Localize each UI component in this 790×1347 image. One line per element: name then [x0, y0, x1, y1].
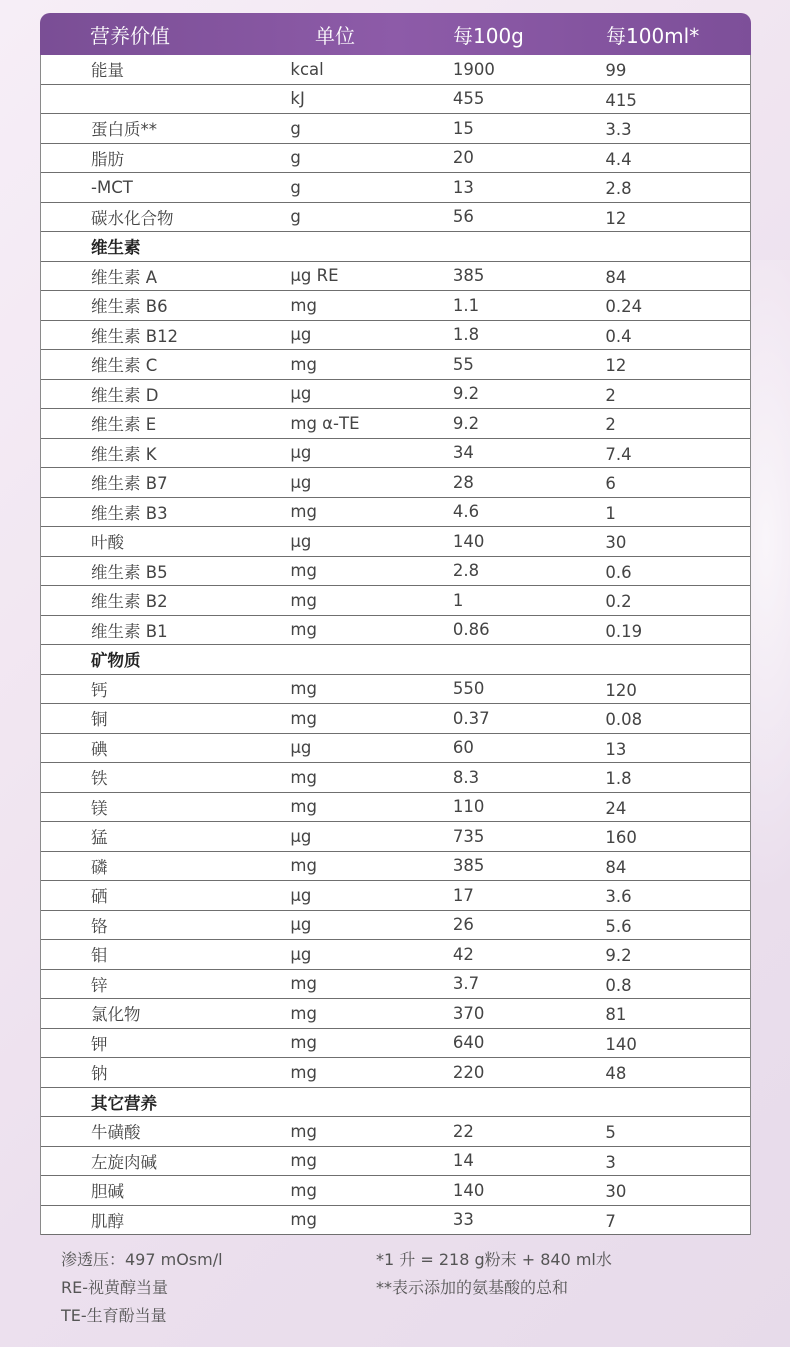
- cell-per100ml: [605, 245, 750, 248]
- cell-per100ml: 9.2: [605, 946, 632, 966]
- cell-nutrient: 维生素 B3: [91, 503, 168, 523]
- cell-unit: mg: [290, 856, 317, 876]
- note-mix: *1 升 = 218 g粉末 + 840 ml水: [376, 1250, 612, 1269]
- table-row: [41, 940, 750, 970]
- cell-unit: mg: [290, 354, 317, 374]
- cell-per100g: 1.8: [452, 325, 480, 345]
- cell-per100g: 385: [452, 856, 485, 876]
- table-row: [41, 675, 750, 705]
- table-row: [41, 498, 750, 528]
- cell-per100g: 60: [452, 738, 474, 758]
- cell-per100ml: 7.4: [605, 444, 632, 464]
- cell-per100g: 220: [452, 1062, 485, 1082]
- section-row: [41, 1088, 750, 1118]
- cell-per100ml: 0.8: [605, 975, 632, 995]
- cell-nutrient: 钼: [91, 946, 108, 966]
- cell-unit: µg: [290, 384, 312, 404]
- cell-unit: mg: [290, 1121, 317, 1141]
- cell-per100g: 1900: [452, 59, 495, 79]
- cell-per100ml: [605, 658, 750, 661]
- cell-nutrient: 碳水化合物: [91, 208, 174, 228]
- cell-nutrient: 矿物质: [91, 651, 141, 671]
- cell-nutrient: 脂肪: [91, 149, 124, 169]
- cell-per100g: 34: [452, 443, 474, 463]
- cell-unit: µg: [290, 531, 312, 551]
- cell-nutrient: 蛋白质**: [91, 120, 157, 140]
- cell-per100g: 0.37: [452, 708, 490, 728]
- cell-nutrient: 锌: [91, 975, 108, 995]
- cell-unit: µg: [290, 738, 312, 758]
- cell-unit: g: [290, 118, 301, 138]
- cell-unit: µg: [290, 472, 312, 492]
- cell-unit: mg: [290, 1210, 317, 1230]
- cell-per100g: 0.86: [452, 620, 490, 640]
- cell-per100g: 3.7: [452, 974, 480, 994]
- table-row: [41, 734, 750, 764]
- cell-nutrient: 钙: [91, 680, 108, 700]
- cell-unit: mg: [290, 295, 317, 315]
- cell-nutrient: 其它营养: [91, 1093, 157, 1113]
- cell-nutrient: 猛: [91, 828, 108, 848]
- cell-per100g: 9.2: [452, 413, 480, 433]
- cell-unit: µg: [290, 325, 312, 345]
- nutrition-table: [40, 13, 751, 1235]
- cell-per100ml: 13: [605, 739, 627, 759]
- cell-unit: mg: [290, 1003, 317, 1023]
- cell-unit: mg: [290, 679, 317, 699]
- cell-per100ml: 12: [605, 208, 627, 228]
- cell-unit: g: [290, 207, 301, 227]
- cell-unit: mg: [290, 767, 317, 787]
- cell-nutrient: 维生素 E: [91, 415, 157, 435]
- cell-per100g: 140: [452, 531, 485, 551]
- section-row: [41, 645, 750, 675]
- cell-per100ml: 3: [605, 1152, 616, 1172]
- cell-nutrient: 维生素 B1: [91, 621, 168, 641]
- cell-nutrient: 维生素 B7: [91, 474, 168, 494]
- table-row: [41, 173, 750, 203]
- note-osmolality: 渗透压：497 mOsm/l: [61, 1250, 223, 1269]
- cell-nutrient: 维生素 B2: [91, 592, 168, 612]
- cell-nutrient: 碘: [91, 739, 108, 759]
- cell-per100g: 455: [452, 89, 485, 109]
- table-header: [40, 13, 751, 55]
- cell-unit: µg: [290, 885, 312, 905]
- note-amino: **表示添加的氨基酸的总和: [376, 1278, 569, 1297]
- cell-nutrient: 磷: [91, 857, 108, 877]
- cell-nutrient: 铬: [91, 916, 108, 936]
- cell-unit: mg: [290, 1151, 317, 1171]
- table-row: [41, 321, 750, 351]
- cell-nutrient: 能量: [91, 61, 124, 81]
- cell-nutrient: -MCT: [91, 177, 133, 197]
- cell-per100ml: 5: [605, 1123, 616, 1143]
- table-row: [41, 85, 750, 115]
- footnotes-left: [61, 1246, 223, 1330]
- cell-nutrient: 叶酸: [91, 533, 124, 553]
- cell-nutrient: 维生素 B5: [91, 562, 168, 582]
- table-row: [41, 999, 750, 1029]
- cell-unit: µg: [290, 915, 312, 935]
- note-re: RE-视黄醇当量: [61, 1278, 169, 1297]
- cell-nutrient: 肌醇: [91, 1211, 124, 1231]
- cell-per100ml: 7: [605, 1211, 616, 1231]
- table-row: [41, 262, 750, 292]
- cell-per100g: 28: [452, 472, 474, 492]
- table-row: [41, 704, 750, 734]
- cell-nutrient: 钠: [91, 1064, 108, 1084]
- cell-per100ml: 1.8: [605, 769, 632, 789]
- cell-per100ml: 4.4: [605, 149, 632, 169]
- cell-per100ml: 6: [605, 474, 616, 494]
- table-row: [41, 911, 750, 941]
- table-row: [41, 350, 750, 380]
- cell-per100g: 17: [452, 885, 474, 905]
- cell-per100g: 640: [452, 1033, 485, 1053]
- cell-unit: mg: [290, 974, 317, 994]
- table-row: [41, 822, 750, 852]
- table-row: [41, 291, 750, 321]
- header-unit: 单位: [315, 23, 355, 48]
- cell-per100g: 735: [452, 826, 485, 846]
- cell-per100g: 26: [452, 915, 474, 935]
- cell-per100ml: 160: [605, 828, 637, 848]
- cell-nutrient: 维生素 C: [91, 356, 158, 376]
- cell-per100g: 550: [452, 679, 485, 699]
- cell-nutrient: 钾: [91, 1034, 108, 1054]
- cell-nutrient: 维生素 B6: [91, 297, 168, 317]
- table-row: [41, 144, 750, 174]
- cell-per100g: 9.2: [452, 384, 480, 404]
- cell-per100ml: 30: [605, 533, 627, 553]
- cell-per100ml: 120: [605, 680, 637, 700]
- cell-unit: mg α-TE: [290, 413, 360, 433]
- cell-per100g: 4.6: [452, 502, 480, 522]
- cell-per100ml: 3.3: [605, 120, 632, 140]
- cell-unit: kJ: [290, 89, 305, 109]
- table-row: [41, 203, 750, 233]
- table-row: [41, 616, 750, 646]
- cell-per100ml: [605, 1100, 750, 1103]
- table-row: [41, 1147, 750, 1177]
- table-row: [41, 1058, 750, 1088]
- table-row: [41, 55, 750, 85]
- table-body: [40, 55, 751, 1235]
- cell-unit: mg: [290, 708, 317, 728]
- table-row: [41, 1117, 750, 1147]
- table-row: [41, 793, 750, 823]
- cell-nutrient: 镁: [91, 798, 108, 818]
- cell-nutrient: 硒: [91, 887, 108, 907]
- cell-per100ml: 84: [605, 267, 627, 287]
- header-per100ml: 每100ml*: [606, 23, 700, 48]
- cell-unit: mg: [290, 1180, 317, 1200]
- cell-per100ml: 140: [605, 1034, 637, 1054]
- cell-per100ml: 5.6: [605, 916, 632, 936]
- cell-per100g: 42: [452, 944, 474, 964]
- cell-unit: mg: [290, 502, 317, 522]
- table-row: [41, 763, 750, 793]
- note-te: TE-生育酚当量: [61, 1306, 167, 1325]
- cell-per100ml: 415: [605, 90, 637, 110]
- table-row: [41, 439, 750, 469]
- cell-unit: kcal: [290, 59, 324, 79]
- table-row: [41, 970, 750, 1000]
- cell-per100ml: 0.19: [605, 621, 643, 641]
- cell-per100ml: 2: [605, 385, 616, 405]
- cell-per100g: 56: [452, 207, 474, 227]
- cell-per100g: 140: [452, 1180, 485, 1200]
- cell-per100ml: 2: [605, 415, 616, 435]
- cell-per100ml: 0.24: [605, 297, 643, 317]
- cell-per100ml: 2.8: [605, 179, 632, 199]
- cell-nutrient: 氯化物: [91, 1005, 141, 1025]
- cell-per100g: 385: [452, 266, 485, 286]
- cell-per100ml: 0.08: [605, 710, 643, 730]
- cell-per100g: 55: [452, 354, 474, 374]
- cell-unit: mg: [290, 1062, 317, 1082]
- table-row: [41, 1176, 750, 1206]
- cell-nutrient: 维生素 A: [91, 267, 158, 287]
- table-row: [41, 881, 750, 911]
- cell-per100ml: 30: [605, 1182, 627, 1202]
- cell-per100ml: 0.4: [605, 326, 632, 346]
- cell-per100g: 2.8: [452, 561, 480, 581]
- cell-nutrient: 左旋肉碱: [91, 1152, 157, 1172]
- cell-unit: mg: [290, 620, 317, 640]
- cell-nutrient: 胆碱: [91, 1182, 124, 1202]
- table-row: [41, 1206, 750, 1236]
- table-row: [41, 114, 750, 144]
- cell-unit: µg: [290, 944, 312, 964]
- cell-per100ml: 81: [605, 1005, 627, 1025]
- cell-per100ml: 12: [605, 356, 627, 376]
- table-row: [41, 380, 750, 410]
- cell-unit: mg: [290, 797, 317, 817]
- table-row: [41, 1029, 750, 1059]
- cell-nutrient: 维生素: [91, 238, 141, 258]
- cell-nutrient: 铜: [91, 710, 108, 730]
- cell-per100g: 14: [452, 1151, 474, 1171]
- cell-per100ml: 0.6: [605, 562, 632, 582]
- cell-per100g: 370: [452, 1003, 485, 1023]
- cell-nutrient: 维生素 K: [91, 444, 157, 464]
- cell-per100g: 15: [452, 118, 474, 138]
- cell-per100ml: 3.6: [605, 887, 632, 907]
- cell-per100ml: 24: [605, 798, 627, 818]
- cell-per100ml: 84: [605, 857, 627, 877]
- cell-nutrient: 维生素 B12: [91, 326, 179, 346]
- header-per100g: 每100g: [453, 23, 524, 48]
- table-row: [41, 586, 750, 616]
- header-nutrient: 营养价值: [90, 23, 170, 48]
- cell-per100g: 1.1: [452, 295, 480, 315]
- cell-per100g: 33: [452, 1210, 474, 1230]
- cell-per100ml: 48: [605, 1064, 627, 1084]
- cell-unit: mg: [290, 561, 317, 581]
- cell-unit: µg: [290, 826, 312, 846]
- cell-per100g: 1: [452, 590, 464, 610]
- cell-per100g: 22: [452, 1121, 474, 1141]
- cell-nutrient: 维生素 D: [91, 385, 159, 405]
- cell-unit: µg RE: [290, 266, 339, 286]
- table-row: [41, 557, 750, 587]
- cell-per100g: 13: [452, 177, 474, 197]
- table-row: [41, 409, 750, 439]
- table-row: [41, 527, 750, 557]
- cell-per100g: 20: [452, 148, 474, 168]
- cell-unit: mg: [290, 1033, 317, 1053]
- table-row: [41, 468, 750, 498]
- cell-per100g: 110: [452, 797, 485, 817]
- cell-nutrient: 牛磺酸: [91, 1123, 141, 1143]
- cell-per100g: 8.3: [452, 767, 480, 787]
- cell-per100ml: 0.2: [605, 592, 632, 612]
- table-row: [41, 852, 750, 882]
- cell-unit: µg: [290, 443, 312, 463]
- footnotes-right: [376, 1246, 612, 1302]
- cell-nutrient: 铁: [91, 769, 108, 789]
- cell-per100ml: 99: [605, 61, 627, 81]
- section-row: [41, 232, 750, 262]
- cell-unit: g: [290, 177, 301, 197]
- cell-per100ml: 1: [605, 503, 616, 523]
- cell-unit: mg: [290, 590, 317, 610]
- cell-unit: g: [290, 148, 301, 168]
